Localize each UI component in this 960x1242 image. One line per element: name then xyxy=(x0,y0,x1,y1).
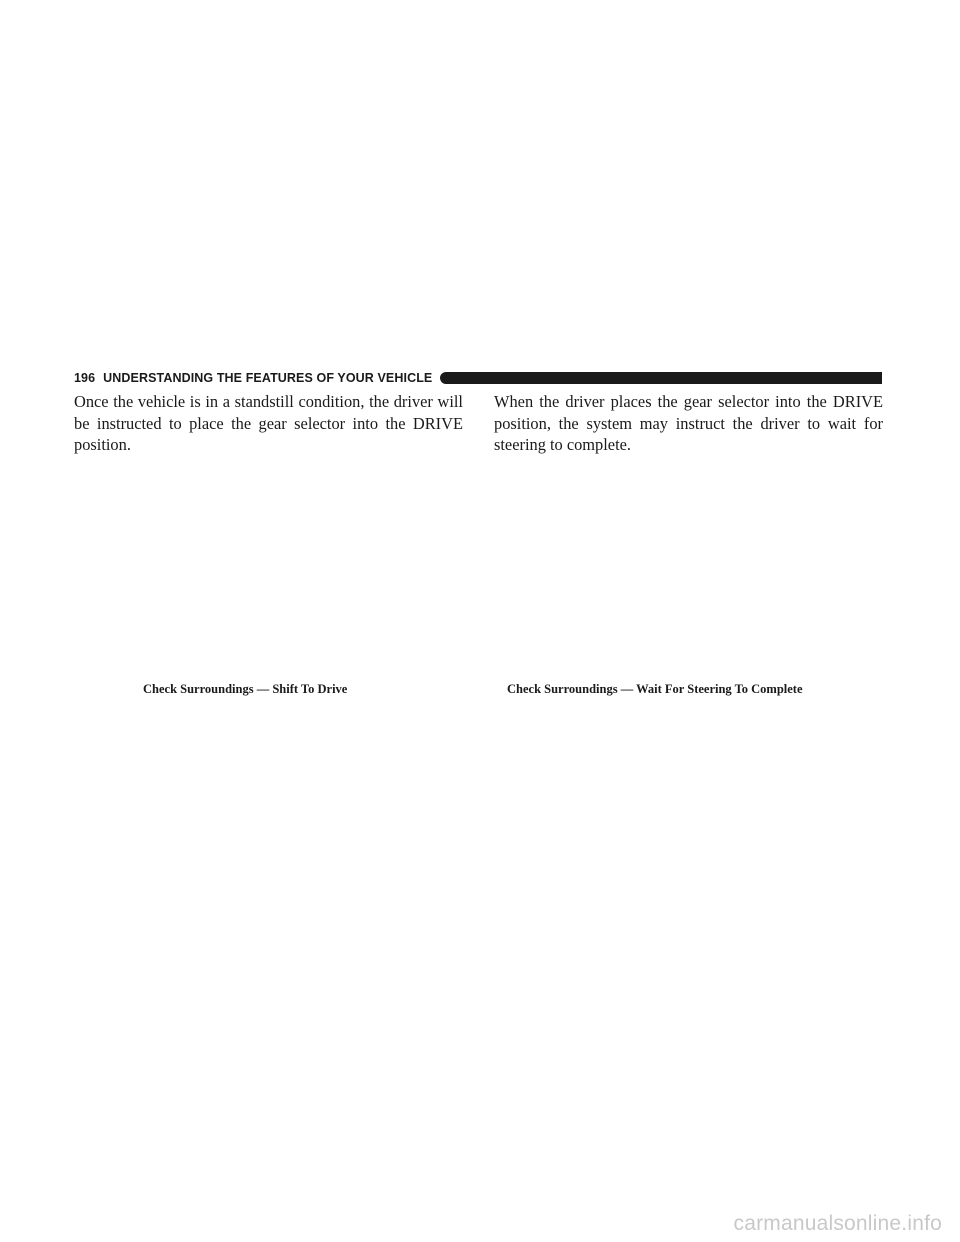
section-title: UNDERSTANDING THE FEATURES OF YOUR VEHICLE xyxy=(103,371,433,385)
header-bar xyxy=(440,372,882,384)
header-text xyxy=(74,371,432,385)
figure-caption-right: Check Surroundings — Wait For Steering To Complete xyxy=(507,682,803,696)
left-column xyxy=(74,391,463,456)
page-header xyxy=(74,369,882,387)
right-column xyxy=(494,391,883,456)
right-paragraph: When the driver places the gear selector into the DRIVE position, the system may instruct the driver to wait for steering to complete. xyxy=(494,392,883,454)
figure-caption-left: Check Surroundings — Shift To Drive xyxy=(143,682,348,696)
watermark: carmanualsonline.info xyxy=(733,1212,942,1235)
left-paragraph: Once the vehicle is in a standstill condition, the driver will be instructed to place the gear selector into the DRIVE position. xyxy=(74,392,463,454)
page-number: 196 xyxy=(74,371,96,385)
